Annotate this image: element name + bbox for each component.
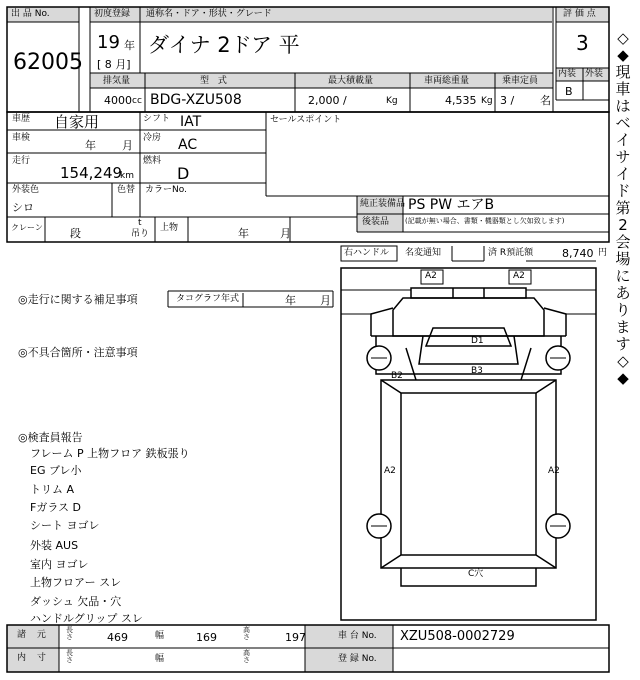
crane-label: クレーン (11, 223, 43, 232)
venue-note-char: あ (615, 284, 631, 302)
year-value: 19 (97, 32, 120, 53)
length-label: 長さ (66, 626, 73, 641)
mileage-unit: km (120, 171, 134, 181)
gross-unit: Kg (481, 96, 493, 106)
venue-note-char: 車 (615, 80, 631, 98)
lot-number: 62005 (13, 50, 83, 75)
score-label: 評 価 点 (563, 9, 596, 19)
inner-height-label: 高さ (243, 649, 250, 664)
venue-note-char: ◇ (617, 352, 629, 370)
fuel-label: 燃料 (143, 156, 162, 166)
inner-width-label: 幅 (155, 654, 165, 664)
crane-stage: 段 (70, 227, 81, 240)
venue-note-char: す (615, 335, 631, 353)
car-name: ダイナ 2ドア 平 (148, 33, 300, 57)
defect-label: ◎不具合箇所・注意事項 (18, 346, 138, 359)
reg-label: 登 録 No. (338, 654, 377, 664)
height-value: 197 (285, 631, 306, 644)
capacity-unit: 名 (540, 94, 551, 107)
truck-diagram (341, 268, 596, 620)
crane-ton: 吊り (131, 229, 150, 239)
venue-note-char: サ (615, 148, 631, 166)
damage-mark: A2 (425, 271, 437, 281)
inspector-line: シート ヨゴレ (30, 519, 100, 532)
damage-mark: A2 (384, 466, 396, 476)
fuel-value: D (177, 164, 190, 183)
gross-label: 車両総重量 (424, 76, 470, 86)
width-value: 169 (196, 631, 217, 644)
deck-label: 上物 (160, 223, 179, 233)
chassis-label: 車 台 No. (338, 631, 377, 641)
ac-value: AC (178, 137, 198, 153)
venue-note-char: イ (615, 165, 631, 183)
inspector-line: トリム A (30, 483, 75, 496)
venue-note-char: イ (615, 131, 631, 149)
recycle-value: 8,740 (562, 247, 594, 260)
damage-mark: A2 (513, 271, 525, 281)
venue-note-char: ま (615, 318, 631, 336)
color-no-label: カラーNo. (145, 185, 187, 195)
height-label: 高さ (243, 626, 250, 641)
load-value: 2,000 / (308, 94, 347, 107)
inspector-label: ◎検査員報告 (18, 431, 83, 444)
load-label: 最大積載量 (328, 76, 374, 86)
venue-note-char: 場 (615, 250, 631, 268)
venue-note-char: は (615, 97, 631, 115)
venue-note-char: ◇ (617, 29, 629, 47)
crane-ton-top: t (138, 218, 142, 228)
venue-note-char: 第 (615, 199, 631, 217)
standard-equip-value: PS PW エアB (408, 197, 495, 213)
venue-note-char: に (615, 267, 631, 285)
interior-grade: B (565, 85, 573, 98)
exterior-label: 外装 (585, 69, 604, 79)
mileage-value: 154,249 (60, 164, 123, 182)
steering-label: 右ハンドル (344, 248, 390, 258)
month-display: [ 8 月] (97, 58, 131, 71)
aftermarket-label: 後装品 (362, 217, 390, 227)
inspection-year: 年 (85, 139, 96, 152)
venue-note-char: り (615, 301, 631, 319)
inspector-line: Fガラス D (30, 501, 81, 514)
color-change-label: 色替 (117, 185, 136, 195)
name-label: 通称名・ドア・形状・グレード (146, 9, 272, 19)
inner-length-label: 長さ (66, 649, 73, 664)
inspector-line: ハンドルグリップ スレ (30, 612, 143, 625)
dims-label: 諸 元 (17, 630, 50, 640)
driving-notes-label: ◎走行に関する補足事項 (18, 293, 138, 306)
gross-value: 4,535 (445, 94, 477, 107)
tacho-label: タコグラフ年式 (176, 294, 240, 304)
venue-note-char: ド (615, 182, 631, 200)
capacity-value: 3 / (500, 94, 515, 107)
aftermarket-note: (記載が無い場合、書類・機器類とし欠如致します) (405, 217, 565, 225)
chassis-value: XZU508-0002729 (400, 629, 515, 644)
score-value: 3 (576, 31, 589, 55)
damage-mark: B2 (391, 371, 403, 381)
damage-mark: C穴 (468, 569, 484, 579)
sales-point-label: セールスポイント (270, 115, 342, 125)
inspector-line: ダッシュ 欠品・穴 (30, 595, 122, 608)
inspector-line: 室内 ヨゴレ (30, 558, 89, 571)
venue-note-char: ◆ (617, 46, 629, 64)
venue-note (608, 30, 638, 410)
inspector-line: EG ブレ小 (30, 464, 82, 477)
recycle-label: 済 R預託額 (488, 248, 534, 258)
venue-note-char: ベ (615, 114, 631, 132)
model-label: 型 式 (200, 76, 230, 86)
width-label: 幅 (155, 631, 165, 641)
tacho-month: 月 (320, 294, 331, 307)
shift-label: シフト (143, 114, 171, 124)
displacement-label: 排気量 (103, 76, 131, 86)
tacho-year: 年 (285, 294, 296, 307)
venue-note-char: 2 (618, 216, 628, 234)
inspector-line: フレーム P 上物フロア 鉄板張り (30, 447, 190, 460)
inner-dims-label: 内 寸 (17, 653, 50, 663)
length-value: 469 (107, 631, 128, 644)
lot-label: 出 品 No. (11, 9, 50, 19)
shift-value: IAT (180, 114, 202, 130)
venue-note-char: ◆ (617, 369, 629, 387)
capacity-label: 乗車定員 (502, 76, 539, 86)
mod-notice-label: 名変通知 (405, 248, 442, 258)
standard-equip-label: 純正装備品 (360, 199, 406, 209)
model-value: BDG-XZU508 (150, 92, 242, 108)
ac-label: 冷房 (143, 133, 162, 143)
venue-note-char: 会 (615, 233, 631, 251)
deck-month: 月 (280, 227, 291, 240)
displacement-value: 4000 (104, 94, 132, 107)
color-value: シロ (12, 201, 34, 214)
year-unit: 年 (124, 39, 135, 52)
inspector-line: 外装 AUS (30, 539, 79, 552)
first-reg-label: 初度登録 (94, 9, 131, 19)
venue-note-char: 現 (615, 63, 631, 81)
displacement-unit: cc (132, 96, 142, 106)
inspection-month: 月 (122, 139, 133, 152)
history-value: 自家用 (54, 113, 100, 131)
inspector-line: 上物フロアー スレ (30, 576, 122, 589)
mileage-label: 走行 (12, 156, 31, 166)
recycle-unit: 円 (598, 248, 608, 258)
inspection-label: 車検 (12, 133, 31, 143)
interior-label: 内装 (558, 69, 577, 79)
damage-mark: A2 (548, 466, 560, 476)
history-label: 車歴 (12, 114, 31, 124)
load-unit: Kg (386, 96, 398, 106)
deck-year: 年 (238, 227, 249, 240)
damage-mark: D1 (471, 336, 484, 346)
damage-mark: B3 (471, 366, 483, 376)
color-label: 外装色 (12, 185, 40, 195)
